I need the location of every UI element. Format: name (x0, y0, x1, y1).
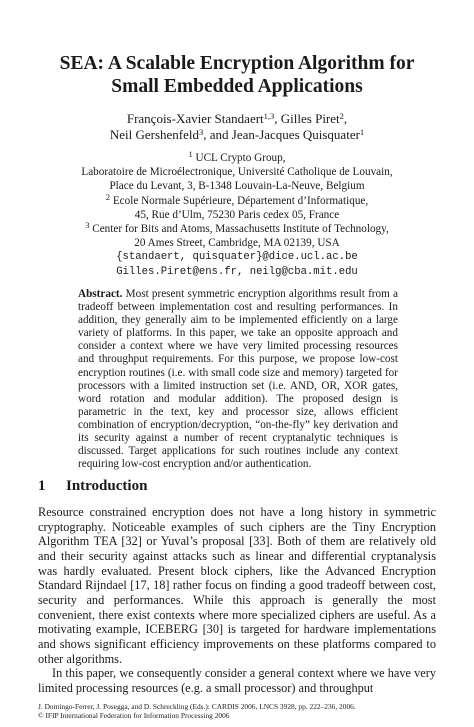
abstract-label: Abstract. (78, 288, 123, 300)
abstract-text: Most present symmetric encryption algorithms result from a tradeoff between implementation cost and resulting performances. In addition, they generally aim to be implemented efficiently on a large variety of platforms. In this paper, we take an opposite approach and consider a context where we have very limited processing resources and throughput requirements. For this purpose, we propose low-cost encryption routines (i.e. with small code size and memory) targeted for processors with a limited instruction set (i.e. AND, OR, XOR gates, word rotation and modular addition). The proposed design is parametric in the text, key and processor size, allows efficient combination of encryption/decryption, “on-the-fly” key derivation and its security against a number of recent cryptanalytic techniques is discussed. Target applications for such routines include any context requiring low-cost encryption and/or authentication. (78, 288, 399, 471)
affiliations (20, 151, 454, 279)
affiliation-line: 45, Rue d’Ulm, 75230 Paris cedex 05, France (134, 208, 340, 221)
body-text (38, 505, 436, 696)
title-line-2: Small Embedded Applications (111, 76, 363, 97)
author-affiliation-mark: 2 (339, 111, 344, 121)
copyright-line: © IFIP International Federation for Information Processing 2006 (38, 711, 230, 720)
author-email[interactable]: {standaert, quisquater}@dice.ucl.ac.be (116, 251, 358, 264)
affiliation-line: $^3$ Center for Bits and Atoms, Massachusetts Institute of Technology, (85, 220, 389, 236)
author-email[interactable]: Gilles.Piret@ens.fr, neilg@cba.mit.edu (116, 265, 358, 278)
author-line-2: Neil Gershenfeld$^3$, and Jean-Jacques Quisquater$^1$ (109, 127, 365, 142)
affiliation-line: 20 Ames Street, Cambridge, MA 02139, USA (134, 237, 340, 250)
affiliation-line: $^2$ Ecole Normale Supérieure, Département d’Informatique, (105, 191, 369, 207)
author-affiliation-mark: 1,3 (263, 111, 275, 121)
section-heading (38, 478, 147, 495)
author-name: Neil Gershenfeld (109, 127, 199, 142)
affiliation-number: 2 (105, 191, 111, 202)
paragraph: Resource constrained encryption does not have a long history in symmetric cryptography. Noticeable examples of such ciphers are the Tiny Encryption Algorithm TEA [32] or Yuval’s proposal [33]. Both of them are relatively old and their security against attacks such as linear and differential cryptanalysis was hardly evaluated. Present block ciphers, like the Advanced Encryption Standard Rijndael [17, 18] rather focus on finding a good tradeoff between cost, security and performances. While this approach is generally the most convenient, there exist contexts where more specialized ciphers are useful. As a motivating example, ICEBERG [30] is targeted for hardware implementations and shows significant efficiency improvements on these platforms compared to other algorithms. (38, 505, 436, 666)
paragraph: In this paper, we consequently consider a general context where we have very limited processing resources (e.g. a small processor) and throughput (38, 666, 436, 695)
author-name: François-Xavier Standaert (126, 111, 264, 126)
section-title: Introduction (66, 478, 148, 494)
affiliation-line: $^1$ UCL Crypto Group, (188, 149, 286, 164)
affiliation-number: 3 (85, 220, 90, 231)
section-number: 1 (38, 478, 46, 494)
author-name: and Jean-Jacques Quisquater (209, 127, 360, 142)
footer-note (38, 702, 438, 720)
author-list (0, 111, 474, 143)
author-affiliation-mark: 1 (359, 127, 365, 137)
title-line-1: SEA: A Scalable Encryption Algorithm for (59, 53, 415, 74)
affiliation-line: Place du Levant, 3, B-1348 Louvain-La-Neuve, Belgium (109, 180, 365, 193)
affiliation-number: 1 (188, 149, 193, 159)
author-affiliation-mark: 3 (199, 127, 204, 137)
citation-line: J. Domingo-Ferrer, J. Posegga, and D. Schreckling (Eds.): CARDIS 2006, LNCS 3928, pp. 222–236, 2006. (38, 702, 356, 711)
affiliation-line: Laboratoire de Microélectronique, Université Catholique de Louvain, (81, 166, 393, 179)
abstract (78, 288, 398, 471)
author-line-1: François-Xavier Standaert$^{1,3}$, Gilles Piret$^2$, (126, 111, 348, 126)
author-name: Gilles Piret (280, 111, 340, 126)
paper-title (0, 52, 474, 98)
